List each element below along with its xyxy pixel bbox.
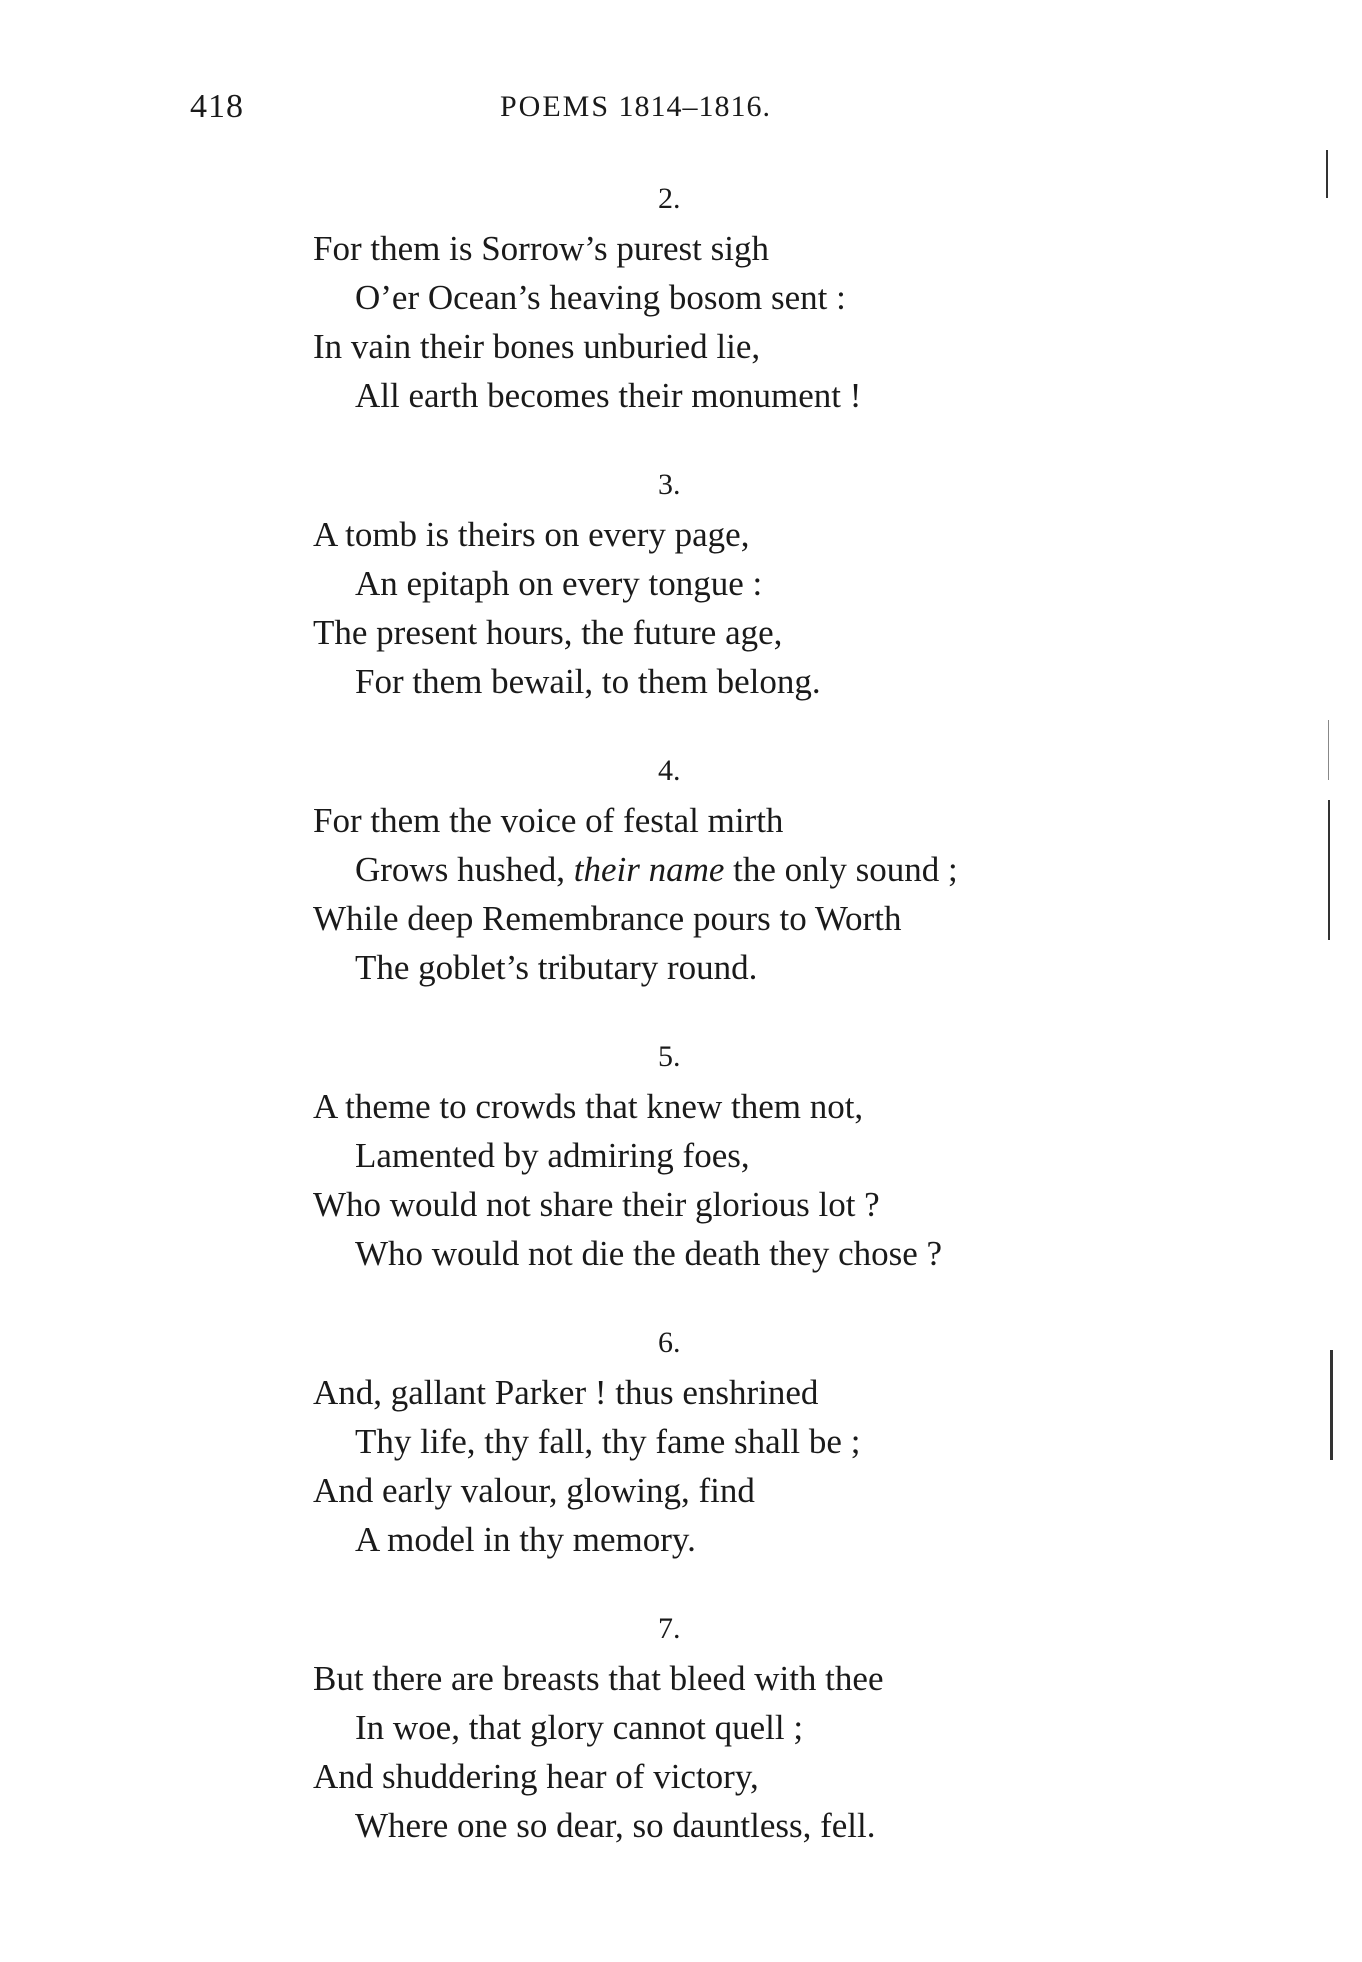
scan-mark [1326, 150, 1328, 198]
stanza-number: 6. [658, 1326, 681, 1359]
verse-line: And early valour, glowing, find [313, 1471, 755, 1510]
verse-line: The present hours, the future age, [313, 613, 783, 652]
verse-line: In woe, that glory cannot quell ; [355, 1708, 804, 1747]
scan-mark [1328, 800, 1330, 940]
running-title [500, 90, 771, 124]
verse-line: Lamented by admiring foes, [355, 1136, 750, 1175]
running-header [190, 88, 1070, 138]
running-title-word: POEMS [500, 90, 611, 123]
stanza-7 [313, 1608, 1113, 1850]
stanza-number: 4. [658, 754, 681, 787]
verse-line: While deep Remembrance pours to Worth [313, 899, 902, 938]
verse-line: Where one so dear, so dauntless, fell. [355, 1806, 876, 1845]
stanza-number: 5. [658, 1040, 681, 1073]
verse-line: A model in thy memory. [355, 1520, 696, 1559]
stanza-4 [313, 750, 1113, 992]
scan-mark [1328, 720, 1329, 780]
stanza-number: 2. [658, 182, 681, 215]
verse-line: In vain their bones unburied lie, [313, 327, 761, 366]
verse-line: Who would not share their glorious lot ? [313, 1185, 880, 1224]
stanza-5 [313, 1036, 1113, 1278]
verse-line [313, 845, 1113, 894]
verse-line: All earth becomes their monument ! [355, 376, 862, 415]
stanza-2 [313, 178, 1113, 420]
stanza-6 [313, 1322, 1113, 1564]
verse-segment: the only sound ; [733, 850, 958, 889]
verse-segment: Grows hushed, [355, 850, 565, 889]
scan-mark [1330, 1350, 1333, 1460]
verse-line: The goblet’s tributary round. [355, 948, 758, 987]
page-number: 418 [190, 88, 244, 125]
verse-line: A theme to crowds that knew them not, [313, 1087, 864, 1126]
verse-line: O’er Ocean’s heaving bosom sent : [355, 278, 846, 317]
stanza-number: 7. [658, 1612, 681, 1645]
running-title-years: 1814–1816. [618, 90, 772, 123]
stanza-number: 3. [658, 468, 681, 501]
verse-line: For them is Sorrow’s purest sigh [313, 229, 769, 268]
stanza-3 [313, 464, 1113, 706]
verse-line: And, gallant Parker ! thus enshrined [313, 1373, 819, 1412]
poem-body [313, 178, 1113, 1894]
verse-line: An epitaph on every tongue : [355, 564, 763, 603]
verse-line: Thy life, thy fall, thy fame shall be ; [355, 1422, 861, 1461]
verse-line: A tomb is theirs on every page, [313, 515, 750, 554]
verse-line: But there are breasts that bleed with thee [313, 1659, 884, 1698]
italic-phrase: their name [573, 850, 725, 889]
verse-line: For them bewail, to them belong. [355, 662, 821, 701]
verse-line: Who would not die the death they chose ? [355, 1234, 943, 1273]
verse-line: For them the voice of festal mirth [313, 801, 784, 840]
verse-line: And shuddering hear of victory, [313, 1757, 759, 1796]
